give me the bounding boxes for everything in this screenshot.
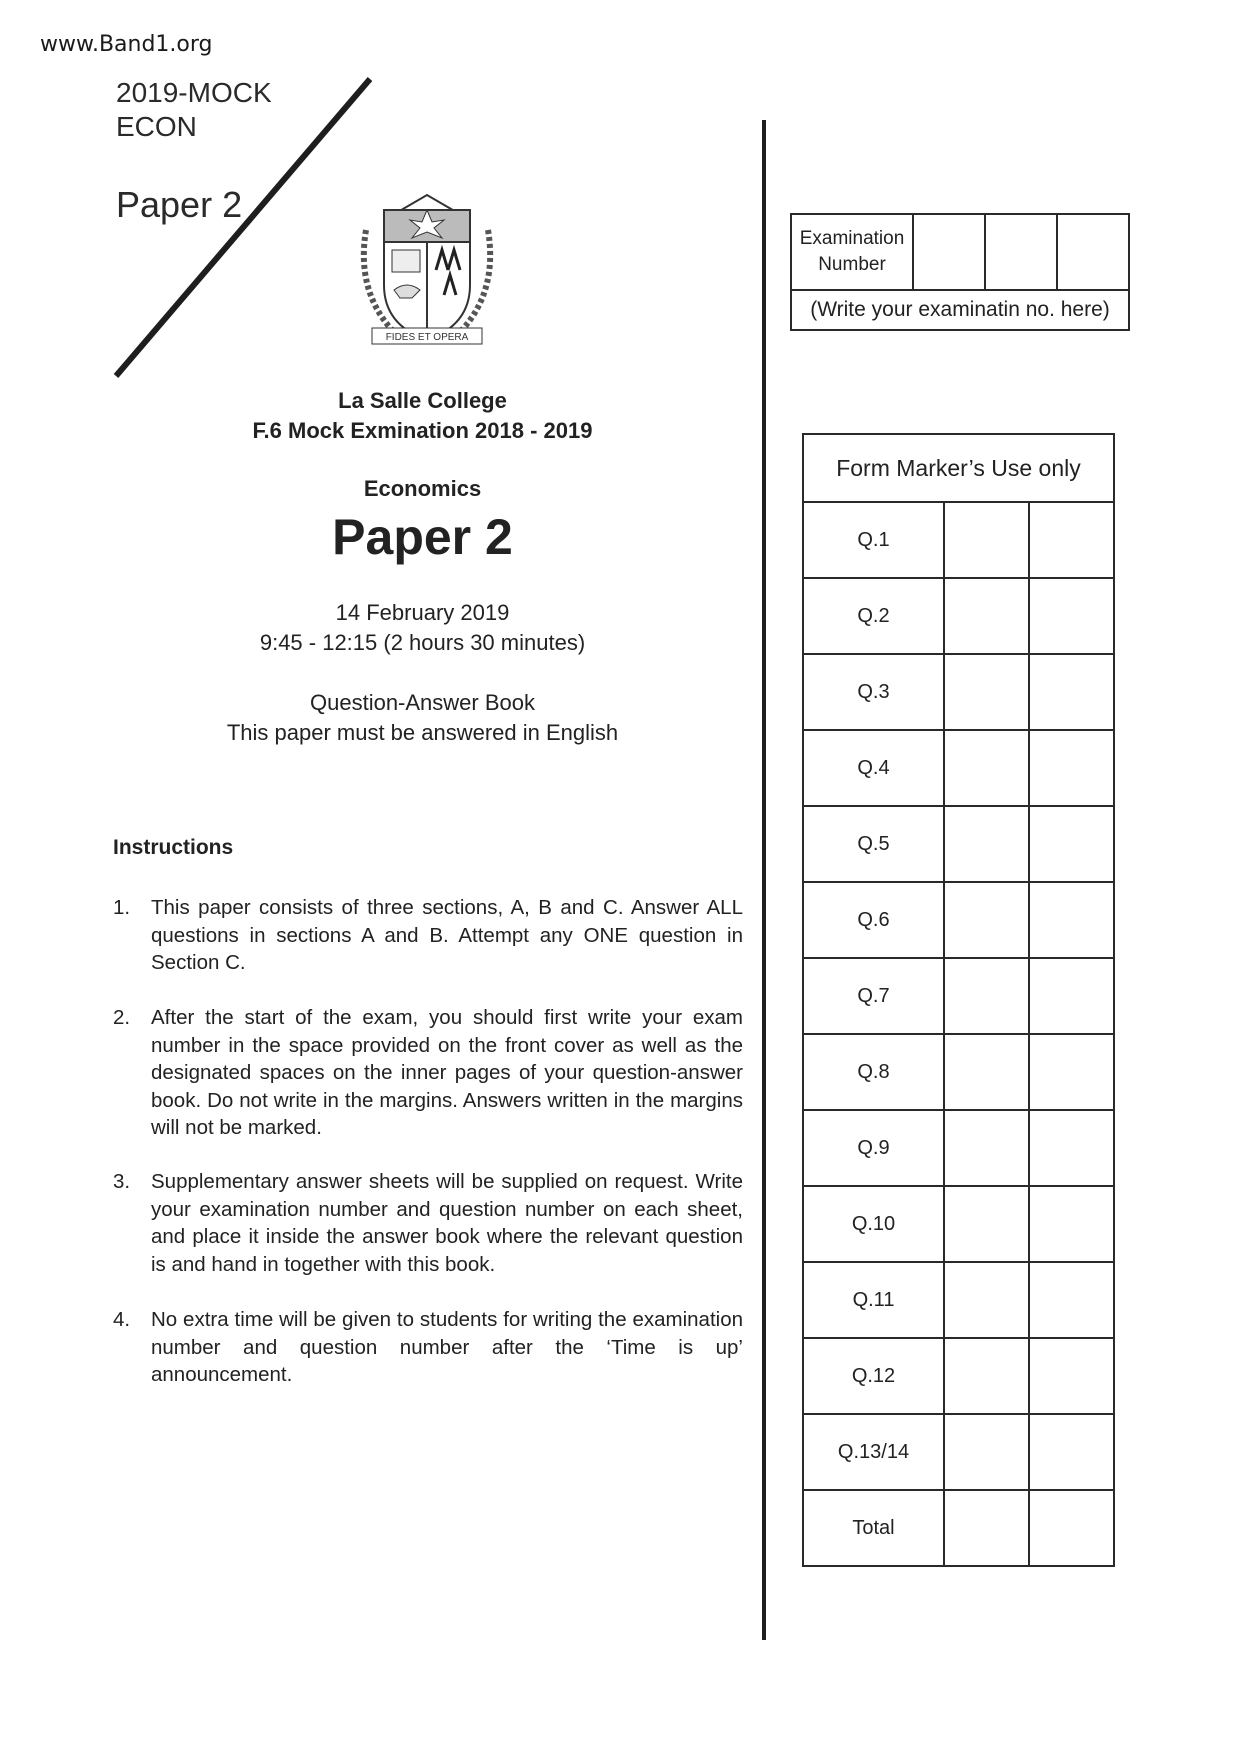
exam-number-label: Examination Number (791, 214, 913, 290)
marker-row (803, 578, 1114, 654)
score-cell[interactable] (944, 578, 1029, 654)
paper-title: Paper 2 (332, 509, 513, 565)
exam-number-digit-field[interactable] (1057, 214, 1129, 290)
instruction-item (113, 1306, 743, 1389)
question-label: Q.7 (803, 958, 944, 1034)
marker-row (803, 1414, 1114, 1490)
instructions-title: Instructions (113, 836, 234, 859)
school-header (100, 386, 745, 446)
marker-row (803, 958, 1114, 1034)
question-label: Q.12 (803, 1338, 944, 1414)
vertical-divider (762, 120, 766, 1640)
language-note: This paper must be answered in English (226, 720, 619, 745)
score-cell[interactable] (1029, 502, 1114, 578)
school-crest-icon (352, 190, 502, 350)
instruction-number: 1. (113, 896, 131, 919)
marker-table (802, 433, 1115, 1567)
instruction-text: No extra time will be given to students for writing the examination number and question number after the ‘Time is up’ announcement. (151, 1308, 743, 1386)
score-cell[interactable] (944, 502, 1029, 578)
score-cell[interactable] (1029, 1262, 1114, 1338)
exam-time: 9:45 - 12:15 (2 hours 30 minutes) (259, 630, 586, 655)
svg-text:FIDES ET OPERA: FIDES ET OPERA (385, 332, 469, 343)
marker-row (803, 1490, 1114, 1566)
corner-paper: Paper 2 (116, 184, 243, 225)
marker-row (803, 730, 1114, 806)
school-name: La Salle College (338, 388, 507, 413)
instruction-text: This paper consists of three sections, A, B and C. Answer ALL questions in sections A and B. Attempt any ONE question in Section C. (151, 896, 743, 974)
question-label: Q.10 (803, 1186, 944, 1262)
book-info (100, 688, 745, 748)
question-label: Q.2 (803, 578, 944, 654)
marker-row (803, 806, 1114, 882)
exam-number-box (790, 213, 1130, 331)
question-label: Q.8 (803, 1034, 944, 1110)
instruction-text: After the start of the exam, you should first write your exam number in the space provided on the front cover as well as the designated spaces on the inner pages of your question-answer book. Do not write in the margins. Answers written in the margins will not be marked. (151, 1006, 743, 1139)
subject: Economics (363, 476, 482, 501)
score-cell[interactable] (1029, 1034, 1114, 1110)
instruction-item (113, 1168, 743, 1278)
marker-row (803, 1186, 1114, 1262)
exam-number-digit-field[interactable] (913, 214, 985, 290)
score-cell[interactable] (944, 1186, 1029, 1262)
question-label: Q.4 (803, 730, 944, 806)
total-label: Total (803, 1490, 944, 1566)
corner-line2: ECON (116, 111, 197, 142)
score-cell[interactable] (944, 1338, 1029, 1414)
exam-name: F.6 Mock Exmination 2018 - 2019 (252, 418, 593, 443)
score-cell[interactable] (1029, 1110, 1114, 1186)
corner-line1: 2019-MOCK (116, 77, 272, 108)
score-cell[interactable] (1029, 1338, 1114, 1414)
question-label: Q.13/14 (803, 1414, 944, 1490)
score-cell[interactable] (944, 1490, 1029, 1566)
score-cell[interactable] (1029, 1186, 1114, 1262)
question-label: Q.1 (803, 502, 944, 578)
marker-table-title: Form Marker’s Use only (803, 434, 1114, 502)
instruction-item (113, 894, 743, 977)
marker-row (803, 654, 1114, 730)
score-cell[interactable] (944, 730, 1029, 806)
marker-row (803, 1110, 1114, 1186)
score-cell[interactable] (1029, 806, 1114, 882)
score-cell[interactable] (944, 806, 1029, 882)
question-label: Q.11 (803, 1262, 944, 1338)
marker-row (803, 1034, 1114, 1110)
score-cell[interactable] (944, 882, 1029, 958)
exam-date: 14 February 2019 (335, 600, 510, 625)
score-cell[interactable] (1029, 882, 1114, 958)
score-cell[interactable] (1029, 578, 1114, 654)
score-cell[interactable] (944, 654, 1029, 730)
question-label: Q.6 (803, 882, 944, 958)
book-type: Question-Answer Book (310, 690, 535, 715)
marker-row (803, 502, 1114, 578)
diagonal-slash (0, 0, 400, 400)
question-label: Q.5 (803, 806, 944, 882)
score-cell[interactable] (944, 1110, 1029, 1186)
exam-date-time (100, 598, 745, 658)
score-cell[interactable] (944, 1414, 1029, 1490)
marker-row (803, 1338, 1114, 1414)
instruction-number: 2. (113, 1006, 131, 1029)
score-cell[interactable] (1029, 958, 1114, 1034)
instruction-text: Supplementary answer sheets will be supplied on request. Write your examination number and question number on each sheet, and place it inside the answer book where the relevant question is and hand in together with this book. (151, 1170, 743, 1276)
exam-number-digit-field[interactable] (985, 214, 1057, 290)
watermark: www.Band1.org (40, 32, 213, 57)
question-label: Q.9 (803, 1110, 944, 1186)
marker-row (803, 882, 1114, 958)
score-cell[interactable] (1029, 1414, 1114, 1490)
instruction-number: 4. (113, 1308, 131, 1331)
score-cell[interactable] (944, 1034, 1029, 1110)
marker-row (803, 1262, 1114, 1338)
instruction-number: 3. (113, 1170, 131, 1193)
score-cell[interactable] (944, 1262, 1029, 1338)
instruction-item (113, 1004, 743, 1142)
score-cell[interactable] (1029, 1490, 1114, 1566)
exam-number-hint: (Write your examinatin no. here) (791, 290, 1129, 330)
score-cell[interactable] (944, 958, 1029, 1034)
score-cell[interactable] (1029, 730, 1114, 806)
score-cell[interactable] (1029, 654, 1114, 730)
question-label: Q.3 (803, 654, 944, 730)
